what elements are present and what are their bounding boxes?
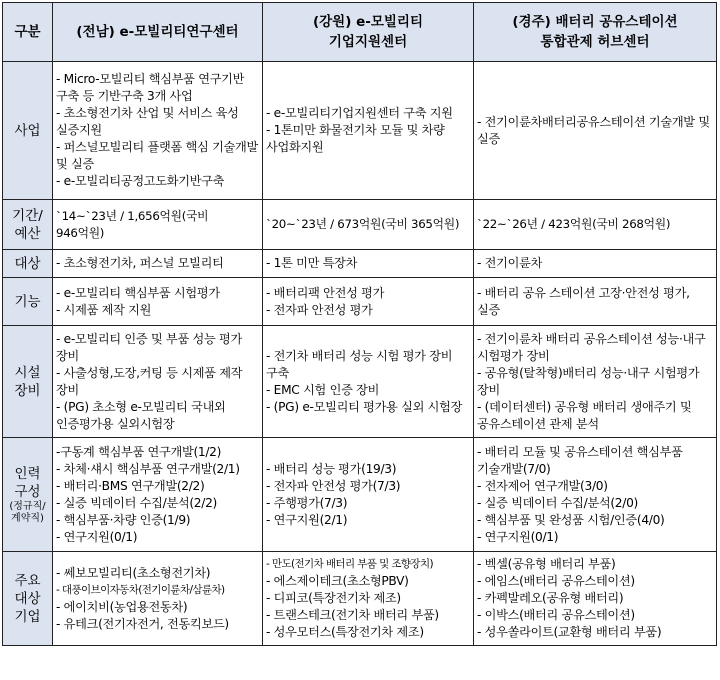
list-item: - 전기이륜차 배터리 공유스테이션 성능·내구 시험평가 장비 (477, 331, 706, 363)
business-gyeongju (474, 62, 717, 200)
row-label-target: 대상 (3, 250, 53, 278)
list-item: - 배터리팩 안전성 평가 (266, 285, 385, 300)
list-item: - 실증 빅데이터 수집/분석(2/2) (56, 495, 217, 510)
function-gyeongju (474, 278, 717, 326)
header-gyeongju-line2: 통합관제 허브센터 (540, 34, 650, 50)
companies-gangwon (263, 552, 474, 646)
list-item: - 카펙발레오(공유형 배터리) (477, 591, 624, 605)
row-label-staff (3, 438, 53, 552)
row-label-period (3, 200, 53, 250)
header-gangwon (263, 3, 474, 62)
row-label-staff-sub: (정규직/계약직) (9, 500, 46, 524)
list-item: - 만도(전기차 배터리 부품 및 조향장치) (266, 558, 434, 570)
facility-jeonnam (53, 326, 263, 438)
list-item: - 에임스(배터리 공유스테이션) (477, 574, 635, 588)
header-gyeongju-line1: (경주) 배터리 공유스테이션 (512, 14, 678, 30)
header-row (3, 3, 717, 62)
list-item: - 쎄보모빌리티(초소형전기차) (56, 565, 211, 580)
header-jeonnam: (전남) e-모빌리티연구센터 (53, 3, 263, 62)
list-item: - 배터리 성능 평가(19/3) (266, 461, 397, 476)
list-item: - 시제품 제작 지원 (56, 302, 152, 317)
row-label-business: 사업 (3, 62, 53, 200)
list-item: - 실증 빅데이터 수집/분석(2/0) (477, 495, 638, 510)
row-label-companies (3, 552, 53, 646)
list-item: - 에스제이테크(초소형PBV) (266, 574, 409, 588)
row-label-companies-line3: 기업 (14, 608, 41, 625)
list-item: - (PG) e-모빌리티 평가용 실외 시험장 (266, 399, 463, 414)
list-item: - 트랜스테크(전기차 배터리 부품) (266, 608, 439, 622)
row-staff (3, 438, 717, 552)
list-item: - 이박스(배터리 공유스테이션) (477, 608, 635, 622)
list-item: - 유테크(전기자전거, 전동킥보드) (56, 616, 229, 631)
list-item: - 연구지원(2/1) (266, 512, 348, 527)
row-label-period-line2: 예산 (14, 225, 41, 242)
target-gyeongju: - 전기이륜차 (474, 250, 717, 278)
header-gangwon-line1: (강원) e-모빌리티 (312, 14, 424, 30)
list-item: - e-모빌리티 인증 및 부품 성능 평가 장비 (56, 331, 242, 363)
row-label-staff-line2: 구성 (14, 483, 41, 500)
row-label-staff-line1: 인력 (14, 465, 41, 482)
row-label-function: 기능 (3, 278, 53, 326)
row-label-facility-line2: 장비 (14, 382, 41, 399)
list-item: - 1톤미만 화물전기차 모듈 및 차량 사업화지원 (266, 123, 445, 154)
row-label-period-line1: 기간/ (12, 207, 43, 224)
period-jeonnam: `14~`23년 / 1,656억원(국비 946억원) (53, 200, 263, 250)
list-item: - e-모빌리티공정고도화기반구축 (56, 174, 225, 188)
period-gyeongju: `22~`26년 / 423억원(국비 268억원) (474, 200, 717, 250)
list-item: - e-모빌리티 핵심부품 시험평가 (56, 285, 220, 300)
row-label-companies-line2: 대상 (14, 590, 41, 607)
row-facility (3, 326, 717, 438)
header-gyeongju (474, 3, 717, 62)
list-item: - 디피코(특장전기차 제조) (266, 591, 401, 605)
list-item: - Micro-모빌리티 핵심부품 연구기반 구축 등 기반구축 3개 사업 (56, 72, 245, 103)
list-item: -구동계 핵심부품 연구개발(1/2) (56, 444, 222, 459)
list-item: - e-모빌리티기업지원센터 구축 지원 (266, 106, 453, 120)
list-item: - 전기차 배터리 성능 시험 평가 장비 구축 (266, 348, 453, 380)
list-item: - 차체·섀시 핵심부품 연구개발(2/1) (56, 461, 240, 476)
function-gangwon (263, 278, 474, 326)
companies-jeonnam (53, 552, 263, 646)
companies-gyeongju (474, 552, 717, 646)
list-item: - 연구지원(0/1) (477, 529, 559, 544)
target-jeonnam: - 초소형전기차, 퍼스널 모빌리티 (53, 250, 263, 278)
facility-gangwon (263, 326, 474, 438)
list-item: - 공유형(탈착형)배터리 성능·내구 시험평가 장비 (477, 365, 700, 397)
row-period (3, 200, 717, 250)
facility-gyeongju (474, 326, 717, 438)
list-item: - 전자파 안전성 평가 (266, 302, 373, 317)
list-item: - 배터리·BMS 연구개발(2/2) (56, 478, 205, 493)
row-label-companies-line1: 주요 (14, 572, 41, 589)
period-gangwon: `20~`23년 / 673억원(국비 365억원) (263, 200, 474, 250)
list-item: - 퍼스널모빌리티 플랫폼 핵심 기술개발 및 실증 (56, 140, 258, 171)
list-item: - 사출성형,도장,커팅 등 시제품 제작 장비 (56, 365, 243, 397)
list-item: - 성우쏠라이트(교환형 배터리 부품) (477, 625, 662, 639)
business-gangwon (263, 62, 474, 200)
list-item: - 성우모터스(특장전기차 제조) (266, 625, 424, 639)
list-item: - 전자제어 연구개발(3/0) (477, 478, 608, 493)
list-item: - 주행평가(7/3) (266, 495, 348, 510)
list-item: - 전자파 안전성 평가(7/3) (266, 478, 401, 493)
staff-gyeongju (474, 438, 717, 552)
header-category: 구분 (3, 3, 53, 62)
business-jeonnam (53, 62, 263, 200)
list-item: - 벡셀(공유형 배터리 부품) (477, 557, 616, 571)
row-label-facility (3, 326, 53, 438)
list-item: - 연구지원(0/1) (56, 529, 138, 544)
row-target (3, 250, 717, 278)
list-item: - 초소형전기차 산업 및 서비스 육성 실증지원 (56, 106, 239, 137)
list-item: - EMC 시험 인증 장비 (266, 382, 380, 397)
row-label-facility-line1: 시설 (14, 364, 41, 381)
target-gangwon: - 1톤 미만 특장차 (263, 250, 474, 278)
list-item: - 핵심부품·차량 인증(1/9) (56, 512, 191, 527)
list-item: - 배터리 공유 스테이션 고장·안전성 평가, 실증 (477, 285, 690, 317)
list-item: - 배터리 모듈 및 공유스테이션 핵심부품 기술개발(7/0) (477, 444, 683, 476)
list-item: - (PG) 초소형 e-모빌리티 국내외 인증평가용 실외시험장 (56, 399, 226, 431)
row-companies (3, 552, 717, 646)
staff-gangwon (263, 438, 474, 552)
row-business (3, 62, 717, 200)
list-item: - 에이치비(농업용전동차) (56, 599, 188, 614)
row-function (3, 278, 717, 326)
function-jeonnam (53, 278, 263, 326)
header-gangwon-line2: 기업지원센터 (328, 34, 408, 50)
comparison-table (2, 2, 717, 646)
list-item: - 대풍이브이자동차(전기이륜차/삼륜차) (56, 583, 225, 596)
comparison-table-wrapper (2, 2, 717, 646)
staff-jeonnam (53, 438, 263, 552)
list-item: - (데이터센터) 공유형 배터리 생애주기 및 공유스테이션 관제 분석 (477, 399, 692, 431)
list-item: - 전기이륜차배터리공유스테이션 기술개발 및 실증 (477, 114, 710, 146)
list-item: - 핵심부품 및 완성품 시험/인증(4/0) (477, 512, 665, 527)
